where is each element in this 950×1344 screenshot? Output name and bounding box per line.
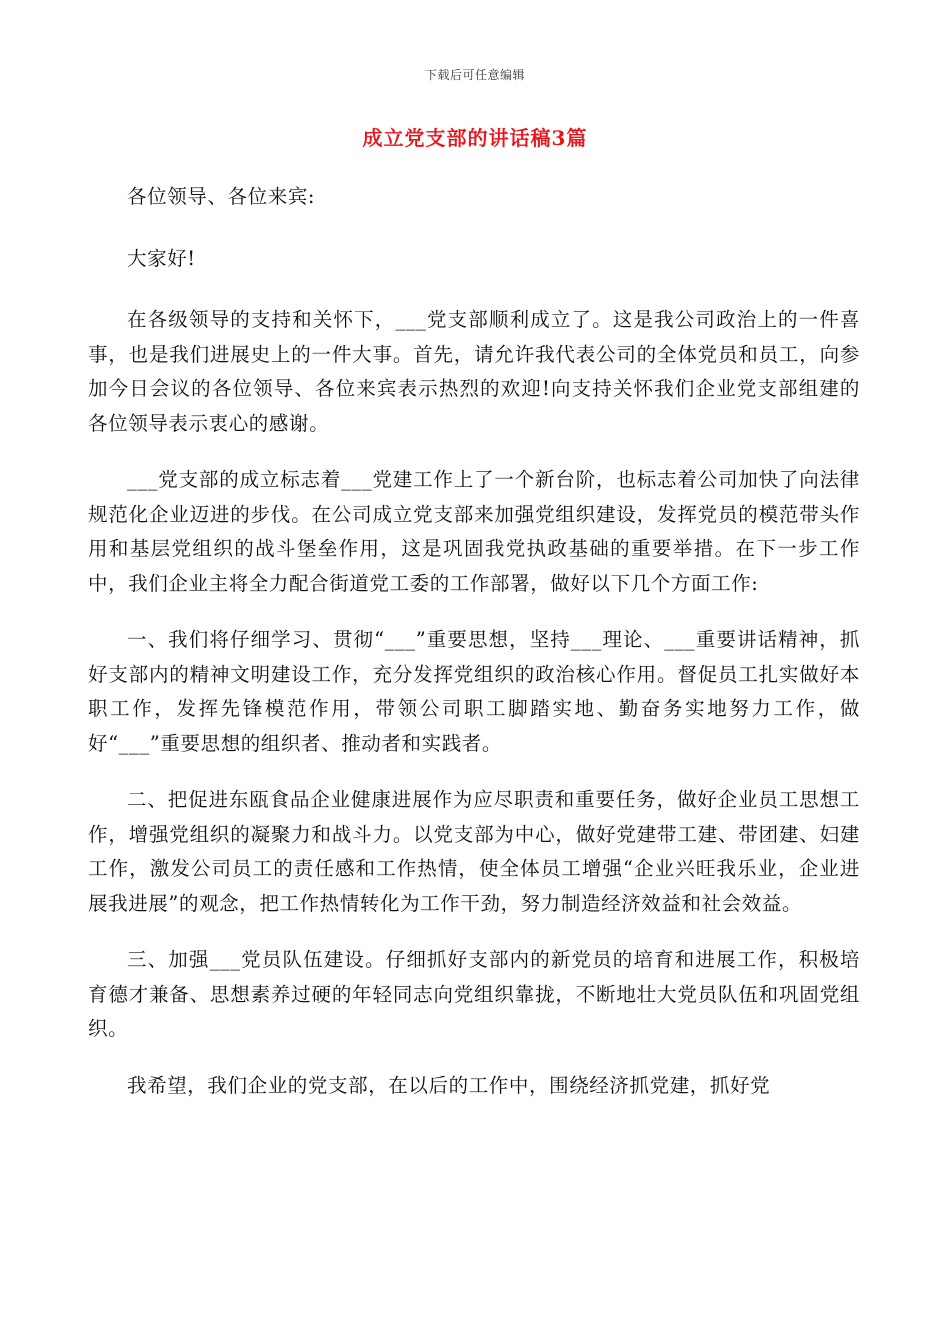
paragraph: 在各级领导的支持和关怀下，___党支部顺利成立了。这是我公司政治上的一件喜事，也是我们进展史上的一件大事。首先，请允许我代表公司的全体党员和员工，向参加今日会议的各位领导、各位来宾表示热烈的欢迎!向支持关怀我们企业党支部组建的各位领导表示衷心的感谢。 [88, 308, 860, 435]
paragraph: 我希望，我们企业的党支部，在以后的工作中，围绕经济抓党建，抓好党 [127, 1073, 771, 1097]
paragraph: 二、把促进东瓯食品企业健康进展作为应尽职责和重要任务，做好企业员工思想工作，增强党组织的凝聚力和战斗力。以党支部为中心，做好党建带工建、带团建、妇建工作，激发公司员工的责任感和工作热情，使全体员工增强“企业兴旺我乐业，企业进展我进展”的观念，把工作热情转化为工作干劲，努力制造经济效益和社会效益。 [88, 788, 860, 915]
paragraph: 三、加强___党员队伍建设。仔细抓好支部内的新党员的培育和进展工作，积极培育德才兼备、思想素养过硬的年轻同志向党组织靠拢，不断地壮大党员队伍和巩固党组织。 [88, 948, 860, 1040]
paragraph: 一、我们将仔细学习、贯彻“___”重要思想，坚持___理论、___重要讲话精神，抓好支部内的精神文明建设工作，充分发挥党组织的政治核心作用。督促员工扎实做好本职工作，发挥先锋模范作用，带领公司职工脚踏实地、勤奋务实地努力工作，做好“___”重要思想的组织者、推动者和实践者。 [88, 628, 860, 755]
salutation: 各位领导、各位来宾: [127, 185, 316, 208]
paragraph: ___党支部的成立标志着___党建工作上了一个新台阶，也标志着公司加快了向法律规范化企业迈进的步伐。在公司成立党支部来加强党组织建设，发挥党员的模范带头作用和基层党组织的战斗堡垒作用，这是巩固我党执政基础的重要举措。在下一步工作中，我们企业主将全力配合街道党工委的工作部署，做好以下几个方面工作: [88, 468, 860, 595]
header-note: 下载后可任意编辑 [424, 68, 525, 82]
document-title: 成立党支部的讲话稿3篇 [362, 126, 588, 150]
document-body [88, 180, 860, 1125]
greeting: 大家好! [127, 246, 196, 270]
